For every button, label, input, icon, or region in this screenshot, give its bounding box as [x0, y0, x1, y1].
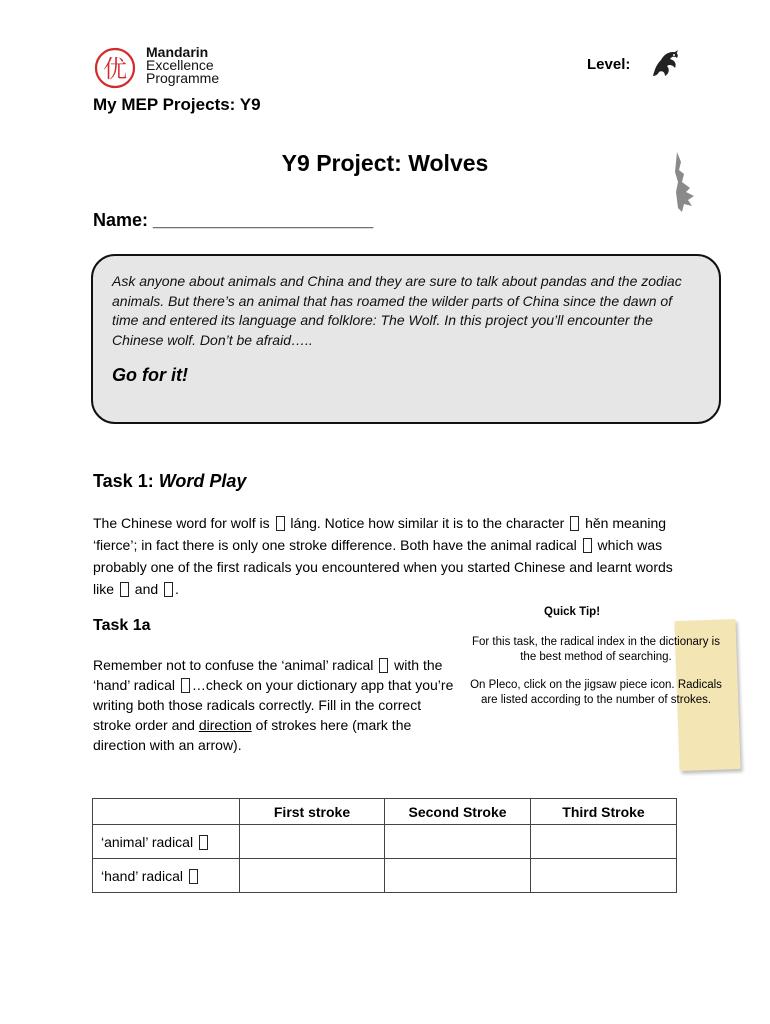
missing-glyph-hand-radical: [181, 678, 190, 693]
task1-prefix: Task 1:: [93, 471, 159, 491]
task1-text-4: which was probably one of the first radicals you encountered when you started Chinese and learnt words like: [93, 537, 673, 597]
intro-callout: [91, 254, 721, 424]
task1a-text-1: Remember not to confuse the ‘animal’ radical: [93, 657, 378, 673]
table-header-third: Third Stroke: [531, 799, 677, 825]
name-field-line[interactable]: Name: ______________________: [93, 210, 374, 230]
missing-glyph-hand-radical-2: [189, 869, 198, 884]
dragon-icon: [647, 46, 683, 82]
logo-line-3: Programme: [146, 70, 220, 86]
task1a-text-3: …check on your dictionary app that you’re writing both those radicals correctly. Fill in the correct stroke order and: [93, 677, 454, 733]
cell-animal-first[interactable]: [240, 825, 385, 859]
cell-hand-third[interactable]: [531, 859, 677, 893]
missing-glyph-animal-radical-3: [199, 835, 208, 850]
go-for-it-text: Go for it!: [112, 365, 188, 385]
page-title: Y9 Project: Wolves: [281, 150, 489, 176]
task1-text-5: and: [130, 581, 163, 597]
task1-heading: [93, 471, 246, 492]
level-label: Level:: [587, 56, 631, 73]
task1a-text-direction: direction: [198, 717, 252, 733]
task1a-paragraph: [93, 655, 463, 755]
my-projects-heading: My MEP Projects: Y9: [93, 95, 261, 114]
table-header-blank: [93, 799, 240, 825]
task1-text-1: The Chinese word for wolf is: [93, 515, 274, 531]
task1-text-6: .: [175, 581, 179, 597]
table-row: [93, 825, 677, 859]
missing-glyph-fierce: [570, 516, 579, 531]
task1-text-2: láng. Notice how similar it is to the character: [286, 515, 569, 531]
task1-text-3: hěn meaning ‘fierce’; in fact there is only one stroke difference. Both have the animal radical: [93, 515, 667, 553]
quick-tip-line-2: On Pleco, click on the jigsaw piece icon. Radicals are listed according to the number of strokes.: [470, 679, 722, 706]
mep-logo-icon: [94, 47, 136, 89]
task1-title: Word Play: [158, 471, 247, 491]
task1a-text-5: of strokes here (mark the direction with an arrow).: [93, 717, 412, 753]
intro-text: Ask anyone about animals and China and they are sure to talk about pandas and the zodiac animals. But there’s an animal that has roamed the wilder parts of China since the dawn of time and entered its language and folklore: The Wolf. In this project you’ll encounter the Chinese wolf. Don’t be afraid…..: [112, 273, 682, 348]
stroke-order-table: [92, 798, 677, 893]
row-label-animal: [93, 825, 240, 859]
quick-tip-title: Quick Tip!: [544, 606, 601, 618]
row-label-hand-text: ‘hand’ radical: [101, 867, 187, 884]
cell-hand-second[interactable]: [385, 859, 531, 893]
row-label-hand: [93, 859, 240, 893]
table-header-first: First stroke: [240, 799, 385, 825]
task1-paragraph: [93, 512, 693, 600]
cell-hand-first[interactable]: [240, 859, 385, 893]
missing-glyph-example-2: [164, 582, 173, 597]
logo-line-2: Excellence: [146, 57, 214, 73]
logo-wordmark: [146, 46, 219, 85]
logo-character: 优: [103, 55, 127, 83]
quick-tip-line-1: For this task, the radical index in the dictionary is the best method of searching.: [471, 636, 720, 663]
task1a-heading: Task 1a: [93, 617, 151, 634]
table-row: [93, 859, 677, 893]
task1a-text-2: with the ‘hand’ radical: [93, 657, 443, 693]
row-label-animal-text: ‘animal’ radical: [101, 833, 197, 850]
missing-glyph-wolf: [276, 516, 285, 531]
cell-animal-second[interactable]: [385, 825, 531, 859]
logo-line-1: Mandarin: [146, 44, 209, 60]
table-header-row: [93, 799, 677, 825]
missing-glyph-animal-radical-2: [379, 658, 388, 673]
table-header-second: Second Stroke: [385, 799, 531, 825]
missing-glyph-animal-radical: [583, 538, 592, 553]
missing-glyph-example-1: [120, 582, 129, 597]
wolf-silhouette-icon: [672, 152, 698, 214]
cell-animal-third[interactable]: [531, 825, 677, 859]
